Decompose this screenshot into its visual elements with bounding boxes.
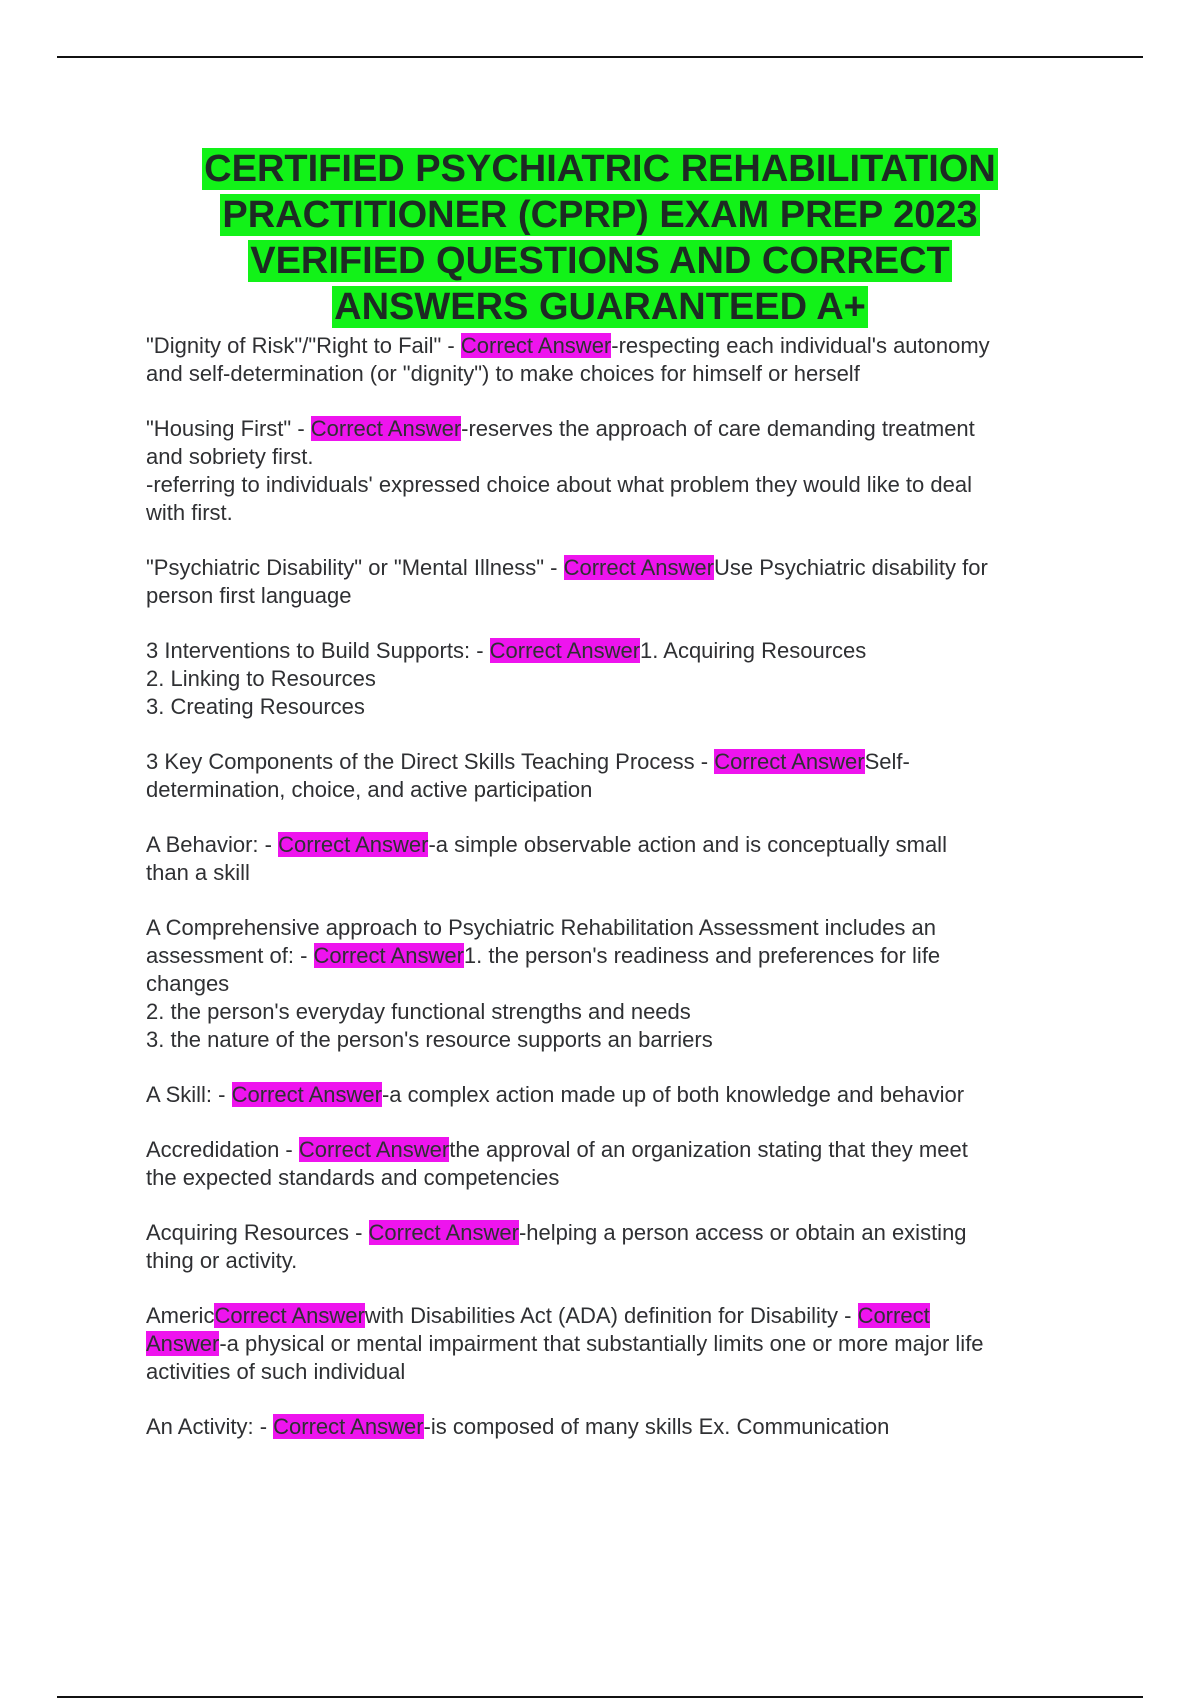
qa-entry bbox=[146, 1302, 1086, 1386]
qa-line bbox=[146, 1413, 1086, 1441]
qa-text: 3 Key Components of the Direct Skills Teaching Process - bbox=[146, 749, 715, 774]
qa-entry bbox=[146, 332, 1086, 388]
qa-line bbox=[146, 1247, 1086, 1275]
qa-line bbox=[146, 471, 1086, 499]
title-line-1: CERTIFIED PSYCHIATRIC REHABILITATION bbox=[204, 148, 996, 190]
top-rule bbox=[57, 56, 1143, 58]
qa-line bbox=[146, 831, 1086, 859]
qa-entry bbox=[146, 748, 1086, 804]
qa-line bbox=[146, 443, 1086, 471]
correct-answer-tag: Answer bbox=[146, 1331, 220, 1356]
qa-text: the approval of an organization stating that they meet bbox=[449, 1137, 968, 1162]
qa-text: changes bbox=[146, 971, 230, 996]
title-line-3: VERIFIED QUESTIONS AND CORRECT bbox=[250, 240, 950, 282]
qa-text: -a simple observable action and is conceptually small bbox=[428, 832, 947, 857]
qa-text: -a complex action made up of both knowledge and behavior bbox=[381, 1082, 965, 1107]
title-line-4: ANSWERS GUARANTEED A+ bbox=[334, 286, 866, 328]
qa-text: with Disabilities Act (ADA) definition for Disability - bbox=[364, 1303, 858, 1328]
qa-line bbox=[146, 1330, 1086, 1358]
qa-text: Self- bbox=[864, 749, 910, 774]
qa-line bbox=[146, 1164, 1086, 1192]
qa-line bbox=[146, 1136, 1086, 1164]
qa-text: "Dignity of Risk"/"Right to Fail" - bbox=[146, 333, 461, 358]
qa-text: 1. the person's readiness and preferences for life bbox=[463, 943, 941, 968]
qa-text: -helping a person access or obtain an existing bbox=[518, 1220, 967, 1245]
qa-line bbox=[146, 637, 1086, 665]
qa-entry bbox=[146, 914, 1086, 1054]
qa-entry bbox=[146, 1413, 1086, 1441]
qa-line bbox=[146, 499, 1086, 527]
qa-entry bbox=[146, 1081, 1086, 1109]
qa-text: An Activity: - bbox=[146, 1414, 274, 1439]
correct-answer-tag: Correct bbox=[857, 1303, 930, 1328]
qa-text: Americ bbox=[146, 1303, 215, 1328]
qa-line bbox=[146, 1302, 1086, 1330]
qa-text: activities of such individual bbox=[146, 1359, 406, 1384]
qa-text: -a physical or mental impairment that substantially limits one or more major life bbox=[219, 1331, 984, 1356]
qa-line bbox=[146, 582, 1086, 610]
qa-line bbox=[146, 748, 1086, 776]
qa-text: Use Psychiatric disability for bbox=[713, 555, 988, 580]
qa-text: Accredidation - bbox=[146, 1137, 299, 1162]
qa-text: assessment of: - bbox=[146, 943, 314, 968]
qa-line bbox=[146, 914, 1086, 942]
correct-answer-tag: Correct Answer bbox=[298, 1137, 450, 1162]
correct-answer-tag: Correct Answer bbox=[278, 832, 429, 857]
qa-text: Acquiring Resources - bbox=[146, 1220, 369, 1245]
qa-line bbox=[146, 332, 1086, 360]
correct-answer-tag: Correct Answer bbox=[214, 1303, 365, 1328]
qa-text: "Psychiatric Disability" or "Mental Illness" - bbox=[146, 555, 564, 580]
qa-text: determination, choice, and active participation bbox=[146, 777, 593, 802]
qa-text: A Behavior: - bbox=[146, 832, 279, 857]
qa-text: A Skill: - bbox=[146, 1082, 232, 1107]
qa-line bbox=[146, 415, 1086, 443]
qa-line bbox=[146, 693, 1086, 721]
qa-entry bbox=[146, 1136, 1086, 1192]
qa-line bbox=[146, 360, 1086, 388]
correct-answer-tag: Correct Answer bbox=[313, 943, 464, 968]
qa-line bbox=[146, 942, 1086, 970]
correct-answer-tag: Correct Answer bbox=[310, 416, 462, 441]
correct-answer-tag: Correct Answer bbox=[460, 333, 612, 358]
qa-text: 3. the nature of the person's resource supports an barriers bbox=[146, 1027, 713, 1052]
qa-entry bbox=[146, 637, 1086, 721]
qa-text: -reserves the approach of care demanding treatment bbox=[461, 416, 975, 441]
qa-text: thing or activity. bbox=[146, 1248, 298, 1273]
qa-text: A Comprehensive approach to Psychiatric Rehabilitation Assessment includes an bbox=[146, 915, 936, 940]
qa-text: 2. the person's everyday functional strengths and needs bbox=[146, 999, 691, 1024]
qa-text: 1. Acquiring Resources bbox=[640, 638, 867, 663]
qa-text: and sobriety first. bbox=[146, 444, 314, 469]
qa-text: 3. Creating Resources bbox=[146, 694, 365, 719]
qa-text: -respecting each individual's autonomy bbox=[611, 333, 990, 358]
qa-text: and self-determination (or "dignity") to make choices for himself or herself bbox=[146, 361, 860, 386]
qa-entry bbox=[146, 1219, 1086, 1275]
correct-answer-tag: Correct Answer bbox=[368, 1220, 519, 1245]
qa-list bbox=[146, 332, 1086, 1468]
qa-entry bbox=[146, 554, 1086, 610]
correct-answer-tag: Correct Answer bbox=[231, 1082, 382, 1107]
qa-text: -referring to individuals' expressed choice about what problem they would like to deal bbox=[146, 472, 972, 497]
qa-line bbox=[146, 970, 1086, 998]
qa-entry bbox=[146, 831, 1086, 887]
qa-line bbox=[146, 1358, 1086, 1386]
qa-line bbox=[146, 1219, 1086, 1247]
correct-answer-tag: Correct Answer bbox=[489, 638, 641, 663]
qa-text: -is composed of many skills Ex. Communication bbox=[423, 1414, 890, 1439]
qa-entry bbox=[146, 415, 1086, 527]
qa-text: "Housing First" - bbox=[146, 416, 311, 441]
qa-text: than a skill bbox=[146, 860, 250, 885]
bottom-rule bbox=[57, 1696, 1143, 1698]
qa-line bbox=[146, 1081, 1086, 1109]
qa-text: the expected standards and competencies bbox=[146, 1165, 560, 1190]
qa-line bbox=[146, 998, 1086, 1026]
correct-answer-tag: Correct Answer bbox=[714, 749, 865, 774]
qa-text: 2. Linking to Resources bbox=[146, 666, 376, 691]
qa-line bbox=[146, 665, 1086, 693]
qa-line bbox=[146, 1026, 1086, 1054]
correct-answer-tag: Correct Answer bbox=[563, 555, 714, 580]
qa-line bbox=[146, 554, 1086, 582]
qa-text: 3 Interventions to Build Supports: - bbox=[146, 638, 490, 663]
document-title bbox=[100, 146, 1100, 330]
correct-answer-tag: Correct Answer bbox=[273, 1414, 424, 1439]
qa-line bbox=[146, 859, 1086, 887]
qa-text: person first language bbox=[146, 583, 352, 608]
title-line-2: PRACTITIONER (CPRP) EXAM PREP 2023 bbox=[222, 194, 978, 236]
qa-line bbox=[146, 776, 1086, 804]
qa-text: with first. bbox=[146, 500, 233, 525]
